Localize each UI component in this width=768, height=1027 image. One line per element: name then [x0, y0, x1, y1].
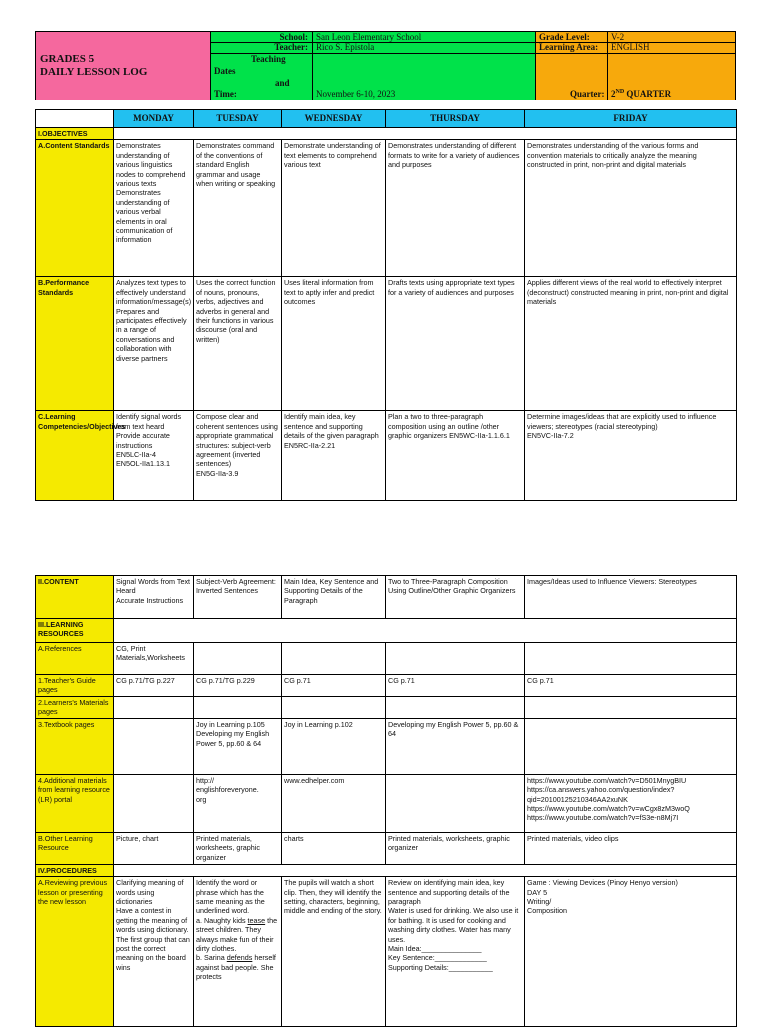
table-cell	[114, 718, 194, 774]
row-label-learners-materials: 2.Learners's Materials pages	[36, 697, 114, 719]
dates-label: Dates	[214, 66, 236, 76]
table-cell	[194, 697, 282, 719]
table-cell	[386, 774, 525, 832]
day-header-wednesday: WEDNESDAY	[282, 110, 386, 128]
day-header-tuesday: TUESDAY	[194, 110, 282, 128]
table-cell: Printed materials, worksheets, graphic organizer	[194, 832, 282, 864]
table-cell: CG p.71	[525, 675, 737, 697]
row-label-teachers-guide: 1.Teacher's Guide pages	[36, 675, 114, 697]
table-row	[36, 277, 737, 411]
row-label-textbook-pages: 3.Textbook pages	[36, 718, 114, 774]
table-cell: www.edhelper.com	[282, 774, 386, 832]
row-label-content-standards: A.Content Standards	[36, 140, 114, 277]
row-label-other-resources: B.Other Learning Resource	[36, 832, 114, 864]
table-cell	[525, 643, 737, 675]
table-cell: Analyzes text types to effectively understand information/message(s) Prepares and participates effectively in a range of conversations and collaboration with diverse partners	[114, 277, 194, 411]
table-cell: Identify the word or phrase which has the same meaning as the underlined word. a. Naughty kids tease the street children. They always make fun of their dirty clothes. b. Sarina defends herself against bad people. She protects	[194, 877, 282, 1027]
teacher-label: Teacher:	[274, 42, 308, 52]
underlined-word: tease	[247, 915, 266, 925]
objectives-section-row	[36, 128, 737, 140]
title-grade: GRADES 5	[40, 53, 95, 65]
table-cell	[525, 718, 737, 774]
table-row	[36, 774, 737, 832]
table-cell: Signal Words from Text Heard Accurate Instructions	[114, 576, 194, 619]
blank-header-cell	[36, 110, 114, 128]
table-cell: CG p.71/TG p.229	[194, 675, 282, 697]
procedures-section-label: IV.PROCEDURES	[36, 864, 114, 876]
learning-area-value: ENGLISH	[611, 42, 650, 52]
table-cell	[194, 643, 282, 675]
table-cell: Two to Three-Paragraph Composition Using Outline/Other Graphic Organizers	[386, 576, 525, 619]
table-row	[36, 675, 737, 697]
learning-area-label: Learning Area:	[539, 42, 599, 52]
content-table	[35, 575, 737, 1027]
procedures-section-row	[36, 864, 737, 876]
table-row	[36, 576, 737, 619]
day-header-thursday: THURSDAY	[386, 110, 525, 128]
table-cell: Images/Ideas used to Influence Viewers: Stereotypes	[525, 576, 737, 619]
dates-teaching-label: Teaching	[251, 54, 286, 64]
table-row	[36, 411, 737, 501]
table-cell	[114, 697, 194, 719]
resources-section-row	[36, 619, 737, 643]
lesson-log-header	[35, 31, 736, 100]
row-label-additional-materials: 4.Additional materials from learning resource (LR) portal	[36, 774, 114, 832]
table-cell: Subject-Verb Agreement: Inverted Sentences	[194, 576, 282, 619]
table-cell: Joy in Learning p.105 Developing my English Power 5, pp.60 & 64	[194, 718, 282, 774]
table-cell: charts	[282, 832, 386, 864]
table-cell: Demonstrates understanding of different formats to write for a variety of audiences and purposes	[386, 140, 525, 277]
table-cell: Identify main idea, key sentence and supporting details of the given paragraph EN5RC-IIa-2.21	[282, 411, 386, 501]
table-cell: Demonstrate understanding of text elements to comprehend various text	[282, 140, 386, 277]
header-school-block	[211, 32, 536, 100]
header-grade-block	[536, 32, 735, 100]
table-row	[36, 718, 737, 774]
table-cell: Clarifying meaning of words using dictionaries Have a contest in getting the meaning of words using dictionary. The first group that can post the correct meaning on the board wins	[114, 877, 194, 1027]
table-cell: CG p.71	[386, 675, 525, 697]
grade-level-value: V-2	[611, 32, 625, 42]
table-cell: Applies different views of the real world to effectively interpret (deconstruct) constructed meaning in print, non-print and digital materials	[525, 277, 737, 411]
objectives-table	[35, 109, 737, 501]
header-title	[36, 32, 211, 100]
table-cell	[282, 643, 386, 675]
table-cell: Joy in Learning p.102	[282, 718, 386, 774]
table-cell: Printed materials, worksheets, graphic organizer	[386, 832, 525, 864]
table-cell: Main Idea, Key Sentence and Supporting Details of the Paragraph	[282, 576, 386, 619]
table-cell: Determine images/ideas that are explicitly used to influence viewers; stereotypes (racial stereotyping) EN5VC-IIa-7.2	[525, 411, 737, 501]
table-cell: Picture, chart	[114, 832, 194, 864]
table-cell	[282, 697, 386, 719]
dates-and-label: and	[275, 78, 290, 88]
quarter-value: 2ND QUARTER	[611, 89, 672, 99]
table-row	[36, 832, 737, 864]
row-label-content: II.CONTENT	[36, 576, 114, 619]
table-cell: Plan a two to three-paragraph composition using an outline /other graphic organizers EN5WC-IIa-1.1.6.1	[386, 411, 525, 501]
day-header-row	[36, 110, 737, 128]
teacher-value: Rico S. Epistola	[316, 42, 375, 52]
table-cell	[525, 697, 737, 719]
title-dll: DAILY LESSON LOG	[40, 66, 148, 78]
table-cell: CG p.71/TG p.227	[114, 675, 194, 697]
table-cell: Demonstrates understanding of various linguistics nodes to comprehend various texts Demonstrates understanding of various verbal elements in oral communication of information	[114, 140, 194, 277]
row-label-reviewing-lesson: A.Reviewing previous lesson or presenting the new lesson	[36, 877, 114, 1027]
resources-section-label: III.LEARNING RESOURCES	[36, 619, 114, 643]
table-row	[36, 643, 737, 675]
table-row	[36, 877, 737, 1027]
table-cell	[114, 774, 194, 832]
table-cell: Developing my English Power 5, pp.60 & 64	[386, 718, 525, 774]
school-value: San Leon Elementary School	[316, 32, 422, 42]
table-cell: Review on identifying main idea, key sentence and supporting details of the paragraph Water is used for drinking. We also use it for bathing. It is used for cooking and washing dirty clothes. Water has many uses. Main Idea:_______________ Key Sentence:_____________ Supporting Details:___________	[386, 877, 525, 1027]
table-cell: Drafts texts using appropriate text types for a variety of audiences and purposes	[386, 277, 525, 411]
row-label-performance-standards: B.Performance Standards	[36, 277, 114, 411]
table-cell: http:// englishforeveryone. org	[194, 774, 282, 832]
table-row	[36, 140, 737, 277]
table-cell: The pupils will watch a short clip. Then, they will identify the setting, characters, beginning, middle and ending of the story.	[282, 877, 386, 1027]
day-header-monday: MONDAY	[114, 110, 194, 128]
dates-value: November 6-10, 2023	[316, 89, 396, 99]
objectives-section-label: I.OBJECTIVES	[36, 128, 114, 140]
table-cell: CG p.71	[282, 675, 386, 697]
table-cell: Demonstrates command of the conventions of standard English grammar and usage when writing or speaking	[194, 140, 282, 277]
table-cell: CG, Print Materials,Worksheets	[114, 643, 194, 675]
table-cell: Game : Viewing Devices (Pinoy Henyo version) DAY 5 Writing/ Composition	[525, 877, 737, 1027]
school-label: School:	[279, 32, 308, 42]
row-label-learning-competencies: C.Learning Competencies/Objectives	[36, 411, 114, 501]
time-label: Time:	[214, 89, 237, 99]
table-cell: Uses literal information from text to aptly infer and predict outcomes	[282, 277, 386, 411]
table-cell: https://www.youtube.com/watch?v=D501MnygBIU https://ca.answers.yahoo.com/question/index?qid=20100125210346AA2xuNK https://www.youtube.com/watch?v=wCgx8zM3woQ https://www.youtube.com/watch?v=fS3e-n8Mj7I	[525, 774, 737, 832]
day-header-friday: FRIDAY	[525, 110, 737, 128]
table-cell: Identify signal words from text heard Provide accurate instructions EN5LC-IIa-4 EN5OL-IIa1.13.1	[114, 411, 194, 501]
quarter-label: Quarter:	[570, 89, 605, 99]
underlined-word: defends	[226, 953, 253, 963]
table-cell: Demonstrates understanding of the various forms and convention materials to critically analyze the meaning constructed in print, non-print and digital materials	[525, 140, 737, 277]
table-cell	[386, 697, 525, 719]
row-label-references: A.References	[36, 643, 114, 675]
table-row	[36, 697, 737, 719]
table-cell: Compose clear and coherent sentences using appropriate grammatical structures: subject-verb agreement (inverted sentences) EN5G-IIa-3.9	[194, 411, 282, 501]
table-cell: Printed materials, video clips	[525, 832, 737, 864]
grade-level-label: Grade Level:	[539, 32, 590, 42]
table-cell	[386, 643, 525, 675]
table-cell: Uses the correct function of nouns, pronouns, verbs, adjectives and adverbs in general and their functions in various discourse (oral and written)	[194, 277, 282, 411]
